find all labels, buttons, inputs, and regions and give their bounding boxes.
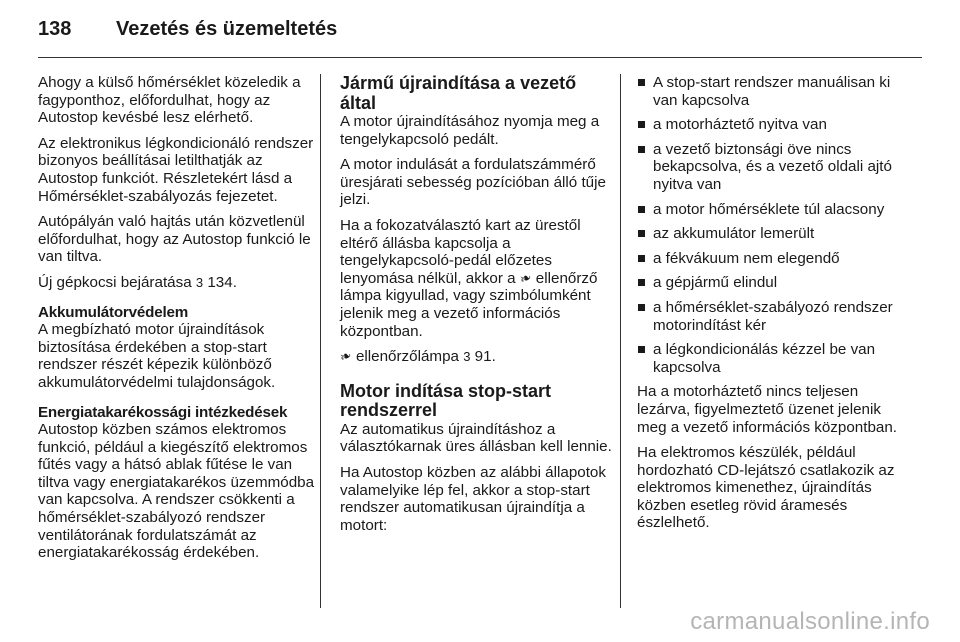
paragraph: Autostop közben számos elektromos funkció, például a kiegészítő elektromos fűtés vagy a hátsó ablak fűtése le van tiltva vagy energiatakarékos üzemmódba van kapcsolva. A rendszer csökkenti a hőmérséklet-szabályozó rendszer ventilátorának fordulatszámát az energiatakarékosság érdekében. xyxy=(38,421,315,562)
bullet-list xyxy=(637,74,907,376)
paragraph: Az elektronikus légkondicionáló rendszer bizonyos beállításai letilthatják az Autostop funkciót. Részletekért lásd a Hőmérséklet-szabályozás fejezetet. xyxy=(38,134,314,205)
paragraph: A motor indulását a fordulatszámmérő üresjárati sebesség pozícióban álló tűje jelzi. xyxy=(340,156,606,209)
paragraph: Ha a motorháztető nincs teljesen lezárva, figyelmeztető üzenet jelenik meg a vezető információs központban. xyxy=(637,383,898,436)
list-item: a gépjármű elindul xyxy=(637,274,907,292)
paragraph-text: Ha a fokozatválasztó kart az ürestől eltérő állásba kapcsolja a tengelykapcsoló-pedál előzetes lenyomása nélkül, akkor a xyxy=(340,216,581,287)
paragraph-text: ellenőrző lámpa kigyullad, vagy szimbólumként jelenik meg a vezető információs központban. xyxy=(340,269,598,340)
paragraph: Ha elektromos készülék, például hordozható CD-lejátszó csatlakozik az elektromos kimenethez, újraindítás közben esetleg rövid áramesés észlelhető. xyxy=(637,444,895,532)
page-number: 138 xyxy=(38,18,72,40)
subheading: Akkumulátorvédelem xyxy=(38,303,189,321)
list-item: a vezető biztonsági öve nincs bekapcsolva, és a vezető oldali ajtó nyitva van xyxy=(637,141,907,194)
page-header xyxy=(38,18,337,48)
list-item: az akkumulátor lemerült xyxy=(637,225,907,243)
list-item: a motorháztető nyitva van xyxy=(637,116,907,134)
page-ref-arrow-icon: 3 xyxy=(463,349,471,365)
link-text: Új gépkocsi bejáratása xyxy=(38,273,192,291)
column-divider-2 xyxy=(620,74,621,608)
paragraph: A megbízható motor újraindítások biztosítása érdekében a stop-start rendszer részét képezik különböző akkumulátorvédelmi tulajdonságok. xyxy=(38,321,276,391)
page-ref-arrow-icon: 3 xyxy=(195,274,204,290)
watermark: carmanualsonline.info xyxy=(690,608,930,635)
page-title: Vezetés és üzemeltetés xyxy=(116,18,338,40)
list-item: a motor hőmérséklete túl alacsony xyxy=(637,201,907,219)
paragraph xyxy=(337,346,615,366)
header-rule xyxy=(38,57,922,58)
column-1 xyxy=(38,74,316,570)
paragraph xyxy=(38,274,316,292)
list-item: a hőmérséklet-szabályozó rendszer motorindítást kér xyxy=(637,299,907,334)
link-text: ellenőrzőlámpa xyxy=(355,348,459,366)
paragraph: Ahogy a külső hőmérséklet közeledik a fagyponthoz, előfordulhat, hogy az Autostop kevésbé lesz elérhető. xyxy=(38,74,301,127)
list-item: a légkondicionálás kézzel be van kapcsolva xyxy=(637,341,907,376)
page-ref[interactable]: 134. xyxy=(207,273,237,291)
subheading: Energiatakarékossági intézkedések xyxy=(38,403,288,421)
paragraph: Autópályán való hajtás után közvetlenül előfordulhat, hogy az Autostop funkció le van tiltva. xyxy=(38,213,311,266)
paragraph: A motor újraindításához nyomja meg a tengelykapcsoló pedált. xyxy=(340,113,600,148)
section-heading: Motor indítása stop-start rendszerrel xyxy=(340,380,552,421)
clutch-warning-icon: ❧ xyxy=(517,268,534,288)
page-ref[interactable]: 91. xyxy=(474,348,496,366)
paragraph: Ha Autostop közben az alábbi állapotok valamelyike lép fel, akkor a stop-start rendszer automatikusan újraindítja a motort: xyxy=(340,463,606,534)
list-item: a fékvákuum nem elegendő xyxy=(637,250,907,268)
section-heading: Jármű újraindítása a vezető által xyxy=(340,73,577,113)
column-2 xyxy=(337,73,615,542)
clutch-warning-icon: ❧ xyxy=(337,346,354,366)
column-3 xyxy=(637,74,907,540)
paragraph: Az automatikus újraindításhoz a választókarnak üres állásban kell lennie. xyxy=(340,420,612,456)
paragraph xyxy=(340,217,615,340)
column-divider-1 xyxy=(320,74,321,608)
list-item: A stop-start rendszer manuálisan ki van kapcsolva xyxy=(637,74,907,109)
